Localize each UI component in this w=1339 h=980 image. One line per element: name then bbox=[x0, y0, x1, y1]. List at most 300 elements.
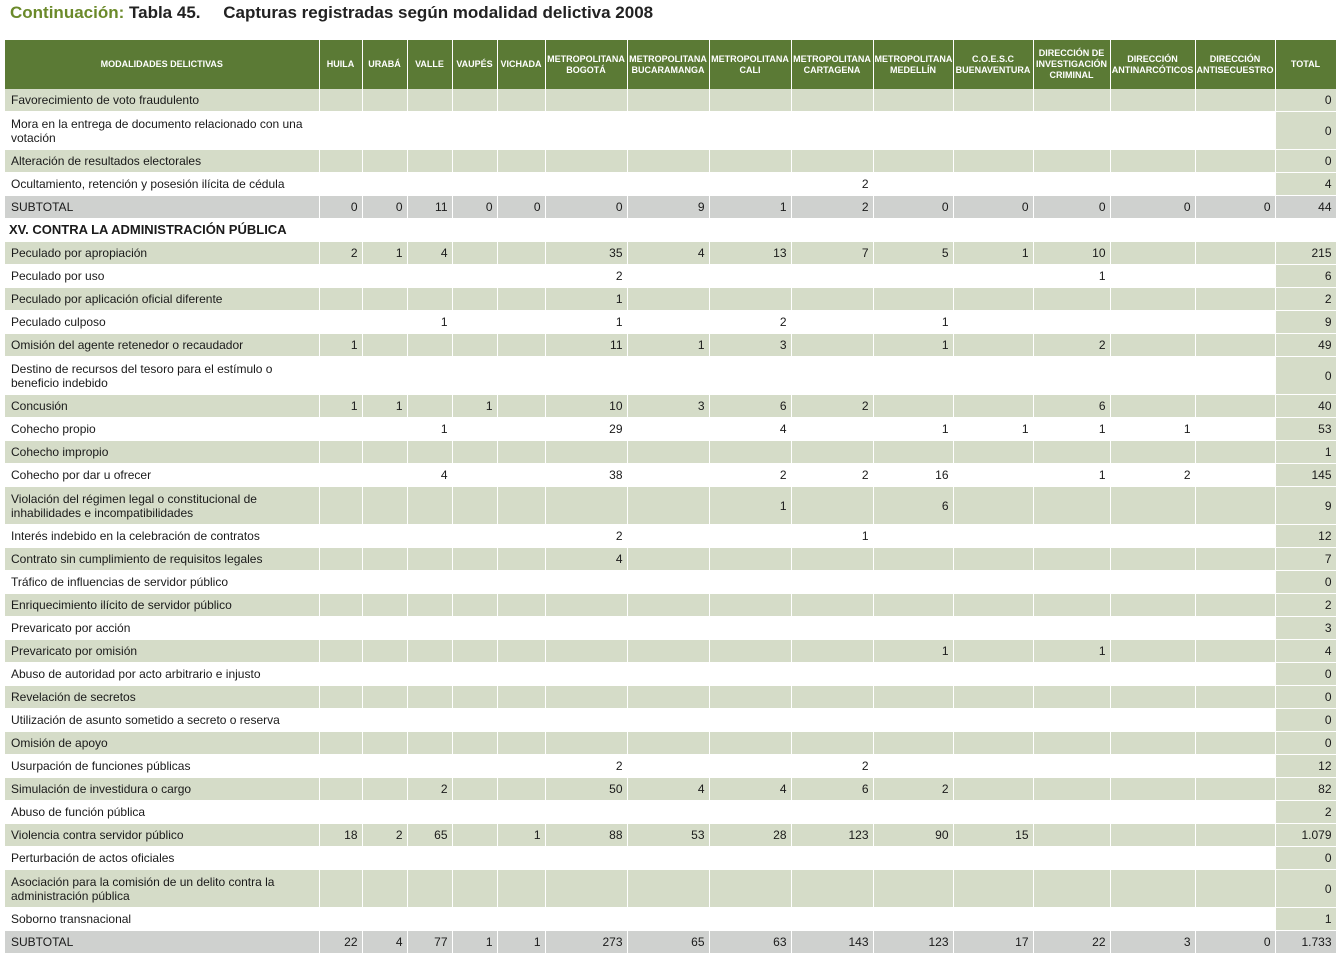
table-body bbox=[5, 89, 1336, 954]
table-cell bbox=[873, 732, 953, 755]
table-cell bbox=[545, 571, 627, 594]
total-cell: 9 bbox=[1275, 311, 1336, 334]
table-cell bbox=[362, 173, 407, 196]
table-cell bbox=[1195, 265, 1275, 288]
table-cell bbox=[319, 732, 362, 755]
table-cell bbox=[1033, 571, 1110, 594]
table-cell bbox=[319, 525, 362, 548]
table-cell bbox=[1033, 663, 1110, 686]
total-cell: 145 bbox=[1275, 464, 1336, 487]
table-cell bbox=[1195, 755, 1275, 778]
total-cell: 44 bbox=[1275, 196, 1336, 219]
table-cell bbox=[319, 265, 362, 288]
table-cell bbox=[1110, 755, 1195, 778]
table-cell bbox=[497, 908, 545, 931]
table-cell bbox=[1110, 150, 1195, 173]
table-cell: 1 bbox=[319, 395, 362, 418]
table-cell bbox=[497, 242, 545, 265]
table-cell bbox=[1033, 525, 1110, 548]
table-cell bbox=[1033, 357, 1110, 395]
table-cell bbox=[1110, 778, 1195, 801]
table-cell bbox=[953, 778, 1033, 801]
table-cell bbox=[497, 801, 545, 824]
table-row bbox=[5, 801, 1336, 824]
table-cell: 1 bbox=[452, 395, 497, 418]
table-cell bbox=[497, 441, 545, 464]
table-cell: 2 bbox=[791, 196, 873, 219]
table-cell bbox=[873, 173, 953, 196]
table-cell: 3 bbox=[709, 334, 791, 357]
table-cell bbox=[362, 908, 407, 931]
table-cell: 273 bbox=[545, 931, 627, 954]
table-row bbox=[5, 112, 1336, 150]
table-cell bbox=[362, 640, 407, 663]
table-cell bbox=[953, 441, 1033, 464]
table-cell bbox=[627, 801, 709, 824]
table-cell bbox=[1033, 617, 1110, 640]
table-cell bbox=[791, 265, 873, 288]
table-cell bbox=[873, 870, 953, 908]
table-cell bbox=[791, 112, 873, 150]
table-cell: 10 bbox=[1033, 242, 1110, 265]
table-cell: 1 bbox=[1033, 265, 1110, 288]
table-cell: 0 bbox=[1195, 196, 1275, 219]
table-cell bbox=[545, 594, 627, 617]
table-cell bbox=[1110, 663, 1195, 686]
table-cell: 1 bbox=[627, 334, 709, 357]
table-cell: 38 bbox=[545, 464, 627, 487]
table-cell: 143 bbox=[791, 931, 873, 954]
table-cell: 2 bbox=[545, 755, 627, 778]
table-cell bbox=[627, 418, 709, 441]
table-row bbox=[5, 441, 1336, 464]
table-cell bbox=[709, 686, 791, 709]
section-title: XV. CONTRA LA ADMINISTRACIÓN PÚBLICA bbox=[5, 219, 1336, 242]
total-cell: 12 bbox=[1275, 525, 1336, 548]
table-cell bbox=[452, 464, 497, 487]
table-cell bbox=[1110, 594, 1195, 617]
row-label: Abuso de autoridad por acto arbitrario e injusto bbox=[5, 663, 319, 686]
table-cell: 1 bbox=[497, 931, 545, 954]
table-cell bbox=[545, 357, 627, 395]
row-label: Peculado por aplicación oficial diferente bbox=[5, 288, 319, 311]
table-cell bbox=[873, 617, 953, 640]
table-cell: 15 bbox=[953, 824, 1033, 847]
table-cell bbox=[319, 617, 362, 640]
table-cell bbox=[1195, 242, 1275, 265]
row-label: SUBTOTAL bbox=[5, 931, 319, 954]
total-cell: 0 bbox=[1275, 663, 1336, 686]
total-cell: 40 bbox=[1275, 395, 1336, 418]
table-cell bbox=[407, 487, 452, 525]
table-cell bbox=[709, 732, 791, 755]
table-cell bbox=[319, 755, 362, 778]
table-cell bbox=[1033, 311, 1110, 334]
table-cell bbox=[873, 663, 953, 686]
col-header-uraba: URABÁ bbox=[362, 40, 407, 89]
table-cell bbox=[709, 847, 791, 870]
table-cell: 6 bbox=[1033, 395, 1110, 418]
table-cell bbox=[497, 847, 545, 870]
table-cell bbox=[1195, 870, 1275, 908]
table-cell: 1 bbox=[1033, 418, 1110, 441]
table-cell bbox=[1033, 709, 1110, 732]
table-cell bbox=[362, 870, 407, 908]
table-cell bbox=[545, 908, 627, 931]
table-row bbox=[5, 418, 1336, 441]
table-cell bbox=[791, 801, 873, 824]
table-cell bbox=[1110, 334, 1195, 357]
table-cell bbox=[452, 288, 497, 311]
table-cell: 22 bbox=[319, 931, 362, 954]
row-label: Prevaricato por acción bbox=[5, 617, 319, 640]
table-cell: 1 bbox=[953, 418, 1033, 441]
table-row bbox=[5, 617, 1336, 640]
row-label: Peculado culposo bbox=[5, 311, 319, 334]
table-cell bbox=[1195, 487, 1275, 525]
table-cell bbox=[791, 311, 873, 334]
table-row bbox=[5, 311, 1336, 334]
table-cell: 3 bbox=[1110, 931, 1195, 954]
table-row bbox=[5, 548, 1336, 571]
table-cell bbox=[953, 464, 1033, 487]
table-cell bbox=[627, 150, 709, 173]
table-cell bbox=[362, 571, 407, 594]
table-cell bbox=[627, 288, 709, 311]
table-cell bbox=[953, 548, 1033, 571]
table-cell bbox=[452, 265, 497, 288]
col-header-huila: HUILA bbox=[319, 40, 362, 89]
row-label: Enriquecimiento ilícito de servidor público bbox=[5, 594, 319, 617]
table-row bbox=[5, 464, 1336, 487]
table-cell: 18 bbox=[319, 824, 362, 847]
table-cell bbox=[407, 709, 452, 732]
table-cell: 50 bbox=[545, 778, 627, 801]
table-cell bbox=[709, 150, 791, 173]
table-row bbox=[5, 732, 1336, 755]
table-cell bbox=[953, 89, 1033, 112]
table-cell bbox=[545, 89, 627, 112]
table-cell bbox=[497, 617, 545, 640]
total-cell: 4 bbox=[1275, 173, 1336, 196]
table-cell bbox=[1195, 150, 1275, 173]
continuation-label: Continuación: bbox=[10, 3, 125, 22]
table-cell: 22 bbox=[1033, 931, 1110, 954]
col-header-antisecuestro: DIRECCIÓN ANTISECUESTRO bbox=[1195, 40, 1275, 89]
table-cell bbox=[1110, 173, 1195, 196]
table-row bbox=[5, 265, 1336, 288]
table-cell bbox=[407, 908, 452, 931]
table-cell bbox=[497, 870, 545, 908]
table-cell bbox=[1195, 441, 1275, 464]
table-cell: 0 bbox=[953, 196, 1033, 219]
row-label: Revelación de secretos bbox=[5, 686, 319, 709]
table-cell bbox=[497, 464, 545, 487]
table-cell: 0 bbox=[1033, 196, 1110, 219]
table-cell bbox=[452, 525, 497, 548]
table-cell bbox=[709, 571, 791, 594]
table-cell bbox=[1110, 441, 1195, 464]
table-row bbox=[5, 640, 1336, 663]
table-cell bbox=[1195, 334, 1275, 357]
table-cell bbox=[791, 732, 873, 755]
table-cell: 4 bbox=[627, 242, 709, 265]
table-cell bbox=[627, 464, 709, 487]
table-cell bbox=[407, 548, 452, 571]
table-cell bbox=[1195, 548, 1275, 571]
total-cell: 4 bbox=[1275, 640, 1336, 663]
table-cell bbox=[953, 617, 1033, 640]
col-header-bucaramanga: METROPOLITANA BUCARAMANGA bbox=[627, 40, 709, 89]
table-cell: 2 bbox=[545, 265, 627, 288]
table-cell bbox=[452, 801, 497, 824]
table-cell bbox=[452, 709, 497, 732]
total-cell: 0 bbox=[1275, 571, 1336, 594]
table-cell bbox=[873, 288, 953, 311]
table-cell bbox=[452, 242, 497, 265]
table-cell: 2 bbox=[709, 464, 791, 487]
table-cell bbox=[953, 755, 1033, 778]
table-cell bbox=[873, 571, 953, 594]
section-header-row bbox=[5, 219, 1336, 242]
table-cell: 4 bbox=[407, 464, 452, 487]
table-cell bbox=[953, 395, 1033, 418]
table-cell bbox=[1195, 395, 1275, 418]
table-cell: 11 bbox=[407, 196, 452, 219]
col-header-total: TOTAL bbox=[1275, 40, 1336, 89]
table-cell bbox=[709, 870, 791, 908]
total-cell: 1 bbox=[1275, 908, 1336, 931]
table-cell bbox=[1033, 755, 1110, 778]
table-cell bbox=[791, 908, 873, 931]
table-cell bbox=[1195, 311, 1275, 334]
table-cell: 1 bbox=[1033, 464, 1110, 487]
table-cell: 1 bbox=[452, 931, 497, 954]
table-cell bbox=[319, 686, 362, 709]
table-cell bbox=[873, 801, 953, 824]
table-cell bbox=[709, 640, 791, 663]
table-cell bbox=[319, 709, 362, 732]
table-cell bbox=[627, 357, 709, 395]
table-cell: 0 bbox=[873, 196, 953, 219]
table-cell: 1 bbox=[873, 640, 953, 663]
row-label: Cohecho por dar u ofrecer bbox=[5, 464, 319, 487]
table-cell bbox=[319, 908, 362, 931]
table-cell bbox=[362, 89, 407, 112]
table-cell bbox=[452, 357, 497, 395]
table-cell bbox=[362, 663, 407, 686]
table-cell bbox=[1195, 824, 1275, 847]
table-cell: 16 bbox=[873, 464, 953, 487]
table-cell bbox=[627, 265, 709, 288]
table-caption bbox=[10, 2, 653, 26]
table-cell bbox=[1033, 824, 1110, 847]
table-row bbox=[5, 571, 1336, 594]
table-cell bbox=[497, 686, 545, 709]
table-cell bbox=[709, 709, 791, 732]
table-cell bbox=[953, 640, 1033, 663]
table-cell bbox=[1110, 801, 1195, 824]
total-cell: 6 bbox=[1275, 265, 1336, 288]
table-cell: 1 bbox=[497, 824, 545, 847]
total-cell: 49 bbox=[1275, 334, 1336, 357]
table-cell bbox=[627, 112, 709, 150]
table-cell bbox=[362, 441, 407, 464]
total-cell: 2 bbox=[1275, 594, 1336, 617]
table-cell bbox=[1195, 640, 1275, 663]
table-cell: 4 bbox=[362, 931, 407, 954]
table-cell bbox=[791, 870, 873, 908]
table-cell bbox=[497, 288, 545, 311]
col-header-bogota: METROPOLITANA BOGOTÁ bbox=[545, 40, 627, 89]
table-cell bbox=[873, 686, 953, 709]
table-cell: 10 bbox=[545, 395, 627, 418]
table-cell bbox=[362, 265, 407, 288]
table-cell bbox=[407, 89, 452, 112]
table-cell bbox=[709, 594, 791, 617]
table-cell bbox=[873, 112, 953, 150]
table-title: Capturas registradas según modalidad delictiva 2008 bbox=[223, 3, 654, 22]
table-cell bbox=[1033, 441, 1110, 464]
table-cell bbox=[709, 663, 791, 686]
table-cell bbox=[497, 357, 545, 395]
table-row bbox=[5, 870, 1336, 908]
table-cell bbox=[1033, 801, 1110, 824]
table-cell bbox=[362, 617, 407, 640]
table-cell: 17 bbox=[953, 931, 1033, 954]
table-cell bbox=[497, 395, 545, 418]
table-cell: 4 bbox=[627, 778, 709, 801]
table-cell bbox=[953, 173, 1033, 196]
table-cell bbox=[953, 709, 1033, 732]
table-cell bbox=[873, 357, 953, 395]
table-cell bbox=[452, 640, 497, 663]
table-cell bbox=[362, 112, 407, 150]
table-cell bbox=[627, 173, 709, 196]
table-cell bbox=[407, 288, 452, 311]
table-cell bbox=[407, 755, 452, 778]
table-cell bbox=[407, 571, 452, 594]
table-cell bbox=[319, 464, 362, 487]
table-cell bbox=[1033, 112, 1110, 150]
table-cell bbox=[497, 89, 545, 112]
table-cell bbox=[791, 709, 873, 732]
table-row bbox=[5, 525, 1336, 548]
table-cell bbox=[407, 357, 452, 395]
table-cell bbox=[497, 418, 545, 441]
col-header-cali: METROPOLITANA CALI bbox=[709, 40, 791, 89]
table-cell: 0 bbox=[1195, 931, 1275, 954]
table-cell bbox=[953, 870, 1033, 908]
table-cell bbox=[627, 870, 709, 908]
captures-table bbox=[5, 40, 1337, 954]
row-label: Perturbación de actos oficiales bbox=[5, 847, 319, 870]
subtotal-row bbox=[5, 931, 1336, 954]
table-cell bbox=[953, 334, 1033, 357]
table-cell bbox=[452, 847, 497, 870]
table-cell bbox=[627, 594, 709, 617]
table-cell bbox=[452, 908, 497, 931]
table-cell bbox=[545, 709, 627, 732]
table-cell: 2 bbox=[545, 525, 627, 548]
table-cell bbox=[362, 464, 407, 487]
table-cell bbox=[362, 686, 407, 709]
table-cell: 11 bbox=[545, 334, 627, 357]
row-label: Cohecho propio bbox=[5, 418, 319, 441]
table-cell bbox=[452, 334, 497, 357]
table-cell: 1 bbox=[362, 242, 407, 265]
table-cell bbox=[953, 663, 1033, 686]
table-cell bbox=[627, 617, 709, 640]
table-cell bbox=[953, 265, 1033, 288]
table-cell bbox=[362, 594, 407, 617]
table-cell bbox=[1110, 288, 1195, 311]
table-cell bbox=[791, 640, 873, 663]
table-cell bbox=[953, 525, 1033, 548]
table-cell bbox=[709, 441, 791, 464]
table-cell: 1 bbox=[873, 311, 953, 334]
table-cell bbox=[407, 870, 452, 908]
table-cell bbox=[791, 663, 873, 686]
table-cell bbox=[362, 709, 407, 732]
table-cell bbox=[1110, 640, 1195, 663]
total-cell: 1 bbox=[1275, 441, 1336, 464]
table-cell: 53 bbox=[627, 824, 709, 847]
table-cell bbox=[319, 663, 362, 686]
table-cell: 35 bbox=[545, 242, 627, 265]
table-cell bbox=[791, 334, 873, 357]
total-cell: 0 bbox=[1275, 686, 1336, 709]
table-cell bbox=[362, 487, 407, 525]
table-cell bbox=[1195, 908, 1275, 931]
table-cell bbox=[452, 732, 497, 755]
table-cell bbox=[1110, 686, 1195, 709]
table-cell: 4 bbox=[709, 778, 791, 801]
table-cell bbox=[873, 150, 953, 173]
table-cell: 5 bbox=[873, 242, 953, 265]
table-cell bbox=[873, 847, 953, 870]
table-cell: 4 bbox=[545, 548, 627, 571]
table-cell bbox=[497, 487, 545, 525]
table-cell bbox=[545, 150, 627, 173]
table-row bbox=[5, 755, 1336, 778]
table-cell bbox=[319, 548, 362, 571]
table-cell bbox=[791, 418, 873, 441]
table-cell: 6 bbox=[873, 487, 953, 525]
col-header-medellin: METROPOLITANA MEDELLÍN bbox=[873, 40, 953, 89]
table-cell bbox=[627, 311, 709, 334]
table-cell bbox=[1110, 242, 1195, 265]
table-cell bbox=[1195, 709, 1275, 732]
table-cell: 0 bbox=[545, 196, 627, 219]
table-cell: 77 bbox=[407, 931, 452, 954]
table-cell: 0 bbox=[497, 196, 545, 219]
table-cell: 1 bbox=[1110, 418, 1195, 441]
table-cell bbox=[791, 571, 873, 594]
table-cell bbox=[497, 594, 545, 617]
table-cell bbox=[1195, 663, 1275, 686]
row-label: Tráfico de influencias de servidor público bbox=[5, 571, 319, 594]
table-cell bbox=[627, 525, 709, 548]
table-cell bbox=[627, 663, 709, 686]
table-cell: 1 bbox=[407, 311, 452, 334]
row-label: Utilización de asunto sometido a secreto o reserva bbox=[5, 709, 319, 732]
table-cell bbox=[1033, 686, 1110, 709]
total-cell: 0 bbox=[1275, 709, 1336, 732]
table-cell: 2 bbox=[319, 242, 362, 265]
table-cell: 6 bbox=[709, 395, 791, 418]
table-cell bbox=[1195, 778, 1275, 801]
